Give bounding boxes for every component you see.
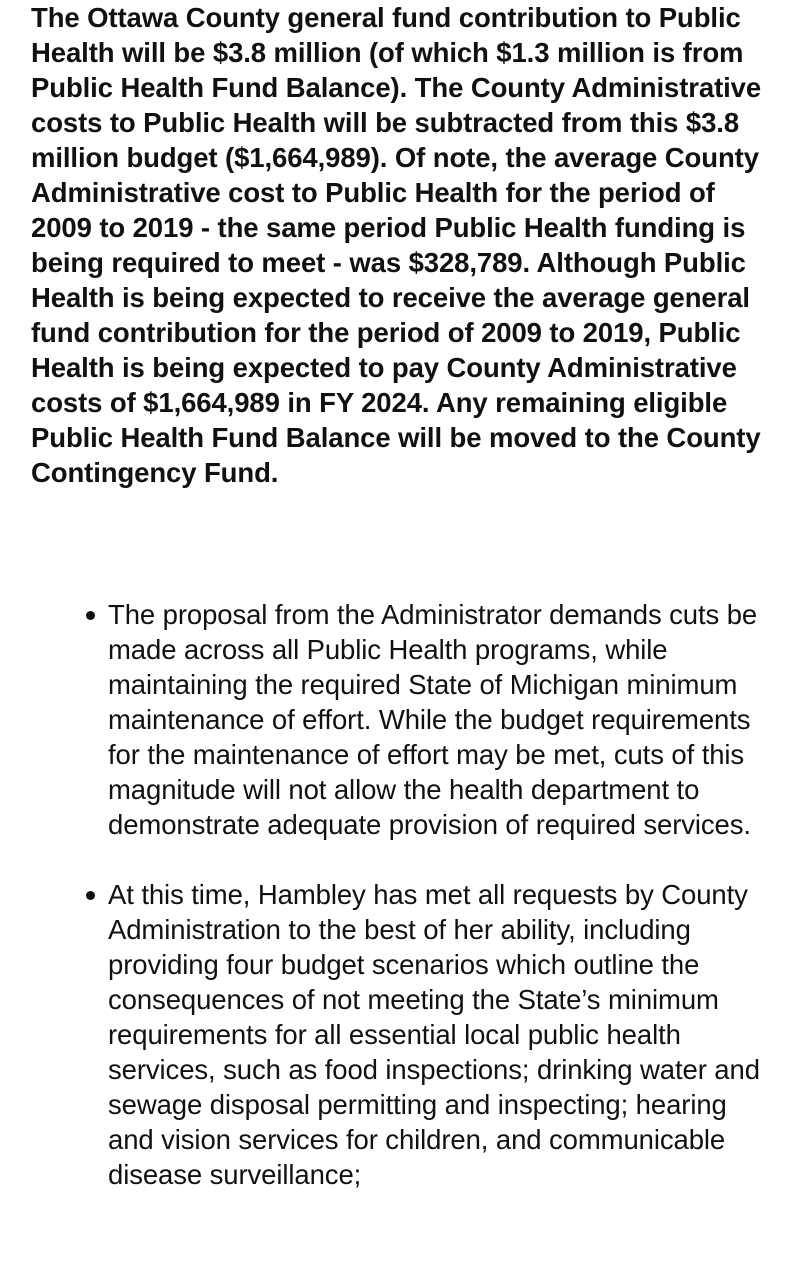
bullet-item [0,597,791,842]
bullet-text: At this time, Hambley has met all requests by County Administration to the best of her ability, including providing four budget scenarios which outline the consequences of not meeting the State’s minimum requirements for all essential local public health services, such as food inspections; drinking water and sewage disposal permitting and inspecting; hearing and vision services for children, and communicable disease surveillance; [108,879,760,1190]
bullet-dot-icon [86,611,95,620]
bullet-dot-icon [86,891,95,900]
intro-paragraph: The Ottawa County general fund contribution to Public Health will be $3.8 million (of which $1.3 million is from Public Health Fund Balance). The County Administrative costs to Public Health will be subtracted from this $3.8 million budget ($1,664,989). Of note, the average County Administrative cost to Public Health for the period of 2009 to 2019 - the same period Public Health funding is being required to meet - was $328,789. Although Public Health is being expected to receive the average general fund contribution for the period of 2009 to 2019, Public Health is being expected to pay County Administrative costs of $1,664,989 in FY 2024. Any remaining eligible Public Health Fund Balance will be moved to the County Contingency Fund. [31,2,762,488]
bullet-text: The proposal from the Administrator demands cuts be made across all Public Health programs, while maintaining the required State of Michigan minimum maintenance of effort. While the budget requirements for the maintenance of effort may be met, cuts of this magnitude will not allow the health department to demonstrate adequate provision of required services. [108,599,758,840]
bullet-list [0,597,791,1192]
bullet-item [0,877,791,1192]
